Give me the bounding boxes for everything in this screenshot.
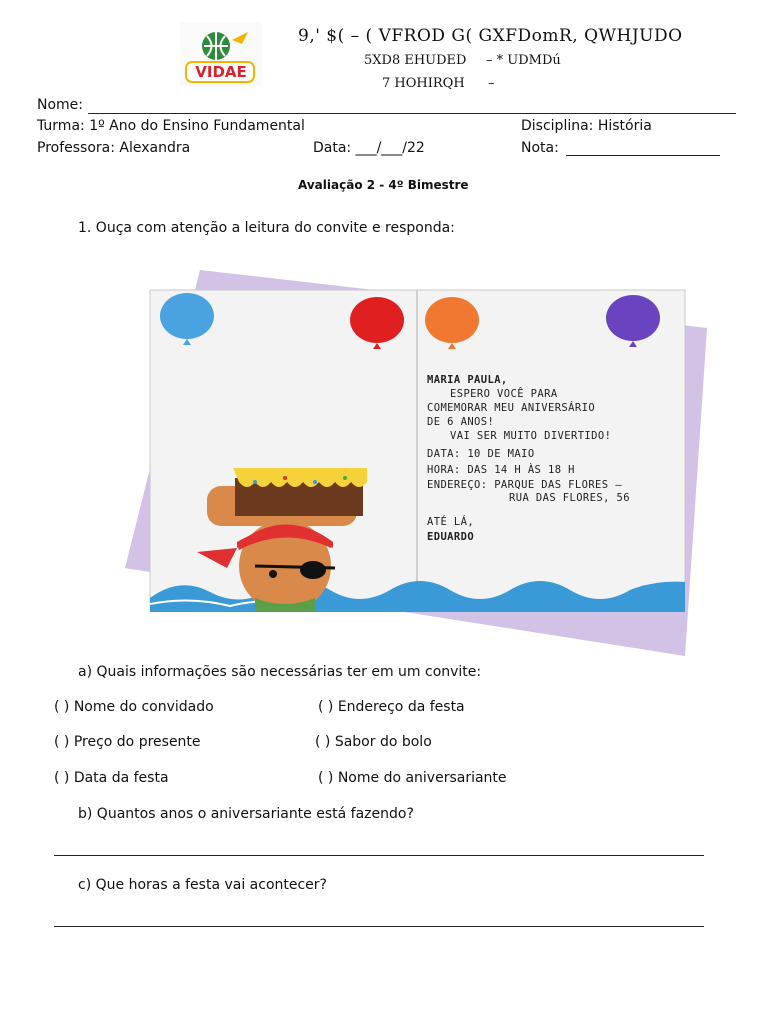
- grade-line[interactable]: [566, 155, 720, 156]
- invitation-line-2: COMEMORAR MEU ANIVERSÁRIO: [427, 402, 596, 414]
- grade-label: Nota:: [521, 140, 559, 156]
- school-logo: [180, 22, 262, 86]
- invitation-greeting: MARIA PAULA,: [427, 374, 508, 386]
- invitation-line-3: DE 6 ANOS!: [427, 416, 495, 428]
- invitation-signature: EDUARDO: [427, 531, 475, 543]
- question-a: a) Quais informações são necessárias ter em um convite:: [78, 664, 482, 680]
- logo-text: VIDAE: [195, 63, 247, 81]
- invitation-time: HORA: DAS 14 H ÀS 18 H: [427, 464, 575, 476]
- school-city-right: – * UDMDú: [486, 53, 561, 68]
- invitation-line-4: VAI SER MUITO DIVERTIDO!: [450, 430, 612, 442]
- option-gift-price[interactable]: ( ) Preço do presente: [54, 734, 201, 750]
- option-party-address[interactable]: ( ) Endereço da festa: [318, 699, 465, 715]
- subject-label: Disciplina: História: [521, 118, 652, 134]
- invitation-closing: ATÉ LÁ,: [427, 516, 475, 528]
- school-city: 5XD8 EHUDED: [364, 53, 467, 68]
- option-cake-flavor[interactable]: ( ) Sabor do bolo: [315, 734, 432, 750]
- option-party-date[interactable]: ( ) Data da festa: [54, 770, 169, 786]
- date-label[interactable]: Data: ___/___/22: [313, 140, 425, 156]
- question-b: b) Quantos anos o aniversariante está fazendo?: [78, 806, 414, 822]
- answer-line-b[interactable]: [54, 855, 704, 856]
- question-c: c) Que horas a festa vai acontecer?: [78, 877, 327, 893]
- school-phone-right: –: [488, 76, 495, 91]
- invitation-image: [125, 268, 715, 658]
- invitation-line-1: ESPERO VOCÊ PARA: [450, 388, 558, 400]
- class-label: Turma: 1º Ano do Ensino Fundamental: [37, 118, 305, 134]
- option-birthday-name[interactable]: ( ) Nome do aniversariante: [318, 770, 507, 786]
- option-guest-name[interactable]: ( ) Nome do convidado: [54, 699, 214, 715]
- invitation-address-2: RUA DAS FLORES, 56: [509, 492, 630, 504]
- school-phone: 7 HOHIRQH: [382, 76, 465, 91]
- teacher-label: Professora: Alexandra: [37, 140, 191, 156]
- name-label: Nome:: [37, 97, 84, 113]
- question-1: 1. Ouça com atenção a leitura do convite e responda:: [78, 220, 455, 236]
- school-name: 9,' $( – ( VFROD G( GXFDomR, QWHJUDO: [298, 26, 683, 46]
- invitation-date: DATA: 10 DE MAIO: [427, 448, 535, 460]
- name-line[interactable]: [88, 113, 736, 114]
- invitation-address: ENDEREÇO: PARQUE DAS FLORES –: [427, 479, 622, 491]
- answer-line-c[interactable]: [54, 926, 704, 927]
- assessment-title: Avaliação 2 - 4º Bimestre: [298, 178, 469, 192]
